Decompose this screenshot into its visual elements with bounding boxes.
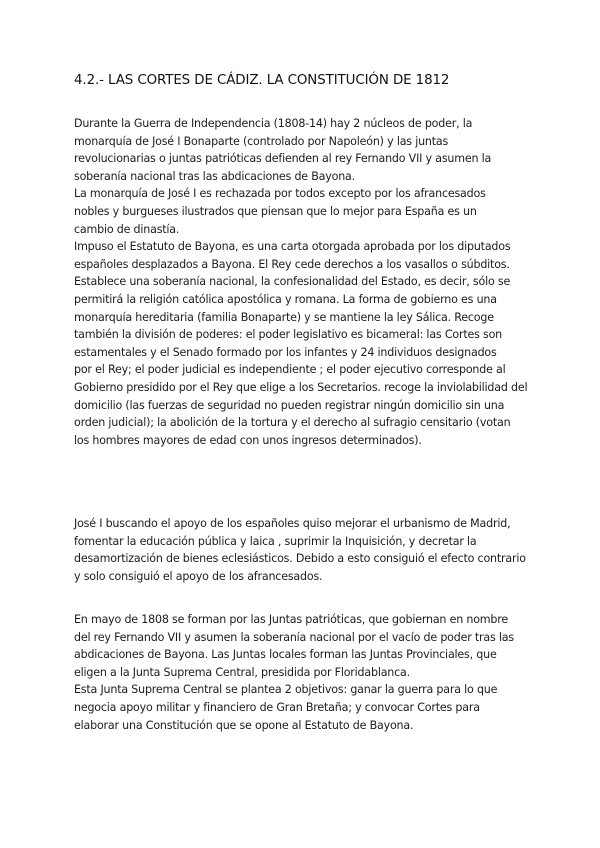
text-line: orden judicial); la abolición de la tortura y el derecho al sufragio censitario (votan	[74, 416, 511, 430]
paragraph-block-1	[74, 115, 534, 449]
text-line: Esta Junta Suprema Central se plantea 2 objetivos: ganar la guerra para lo que	[74, 683, 498, 697]
text-line: Impuso el Estatuto de Bayona, es una carta otorgada aprobada por los diputados	[74, 240, 511, 254]
text-line: eligen a la Junta Suprema Central, presidida por Floridablanca.	[74, 665, 410, 679]
text-line: La monarquía de José I es rechazada por todos excepto por los afrancesados	[74, 187, 486, 201]
text-line: los hombres mayores de edad con unos ingresos determinados).	[74, 433, 422, 447]
text-line: revolucionarias o juntas patrióticas defienden al rey Fernando VII y asumen la	[74, 152, 492, 166]
text-line: soberanía nacional tras las abdicaciones de Bayona.	[74, 169, 355, 183]
text-line: fomentar la educación pública y laica , suprimir la Inquisición, y decretar la	[74, 534, 477, 548]
text-line: nobles y burgueses ilustrados que piensan que lo mejor para España es un	[74, 204, 477, 218]
text-line: elaborar una Constitución que se opone al Estatuto de Bayona.	[74, 718, 414, 732]
text-line: abdicaciones de Bayona. Las Juntas locales forman las Juntas Provinciales, que	[74, 648, 497, 662]
text-line: domicilio (las fuerzas de seguridad no pueden registrar ningún domicilio sin una	[74, 398, 505, 412]
text-line: Durante la Guerra de Independencia (1808-14) hay 2 núcleos de poder, la	[74, 117, 473, 130]
text-line: cambio de dinastía.	[74, 222, 180, 236]
text-line: también la división de poderes: el poder legislativo es bicameral: las Cortes son	[74, 328, 502, 342]
page-title: 4.2.- LAS CORTES DE CÁDIZ. LA CONSTITUCIÓN DE 1812	[74, 73, 450, 88]
text-line: por el Rey; el poder judicial es independiente ; el poder ejecutivo corresponde al	[74, 363, 506, 377]
text-line: del rey Fernando VII y asumen la soberanía nacional por el vacío de poder tras las	[74, 630, 514, 644]
text-line: negocia apoyo militar y financiero de Gran Bretaña; y convocar Cortes para	[74, 700, 480, 714]
text-line: desamortización de bienes eclesiásticos. Debido a esto consiguió el efecto contrario	[74, 552, 526, 566]
text-line: y solo consiguió el apoyo de los afrancesados.	[74, 569, 323, 583]
paragraph-block-3	[74, 611, 534, 734]
text-line: estamentales y el Senado formado por los infantes y 24 individuos designados	[74, 345, 497, 359]
text-line: permitirá la religión católica apostólica y romana. La forma de gobierno es una	[74, 292, 497, 306]
text-line: Gobierno presidido por el Rey que elige a los Secretarios. recoge la inviolabilidad del	[74, 380, 528, 394]
text-line: españoles desplazados a Bayona. El Rey cede derechos a los vasallos o súbditos.	[74, 257, 510, 271]
text-line: monarquía hereditaria (familia Bonaparte) y se mantiene la ley Sálica. Recoge	[74, 310, 494, 324]
text-line: José I buscando el apoyo de los españoles quiso mejorar el urbanismo de Madrid,	[74, 517, 511, 530]
text-line: Establece una soberanía nacional, la confesionalidad del Estado, es decir, sólo se	[74, 275, 511, 289]
paragraph-block-2	[74, 515, 534, 585]
text-line: monarquía de José I Bonaparte (controlado por Napoleón) y las juntas	[74, 134, 449, 148]
text-line: En mayo de 1808 se forman por las Juntas patrióticas, que gobiernan en nombre	[74, 613, 508, 626]
